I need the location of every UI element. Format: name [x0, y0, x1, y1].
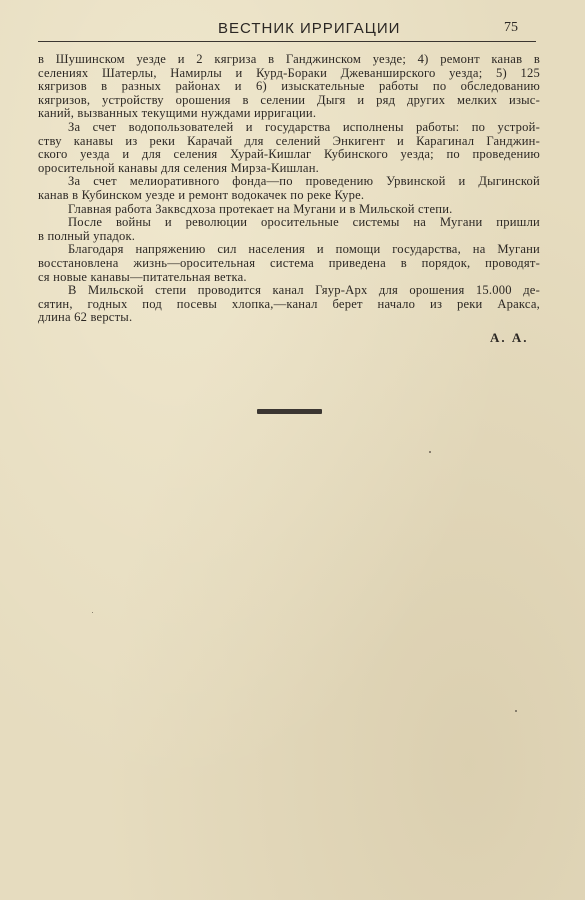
- text-line: За счет мелиоративного фонда—по проведению Урвинской и Дыгинской: [68, 174, 540, 189]
- article-body: [38, 53, 540, 325]
- page-number: 75: [504, 20, 518, 35]
- author-signature: А. А.: [490, 330, 529, 345]
- text-line: В Мильской степи проводится канал Гяур-Арх для орошения 15.000 де-: [68, 283, 540, 298]
- text-line: канав в Кубинском уезде и ремонт водокачек по реке Куре.: [38, 187, 365, 202]
- text-line: кягризов, устройству орошения в селении Дыгя и ряд других мелких изыс-: [38, 92, 540, 107]
- paragraph-3: [38, 175, 540, 202]
- text-line: ского уезда и для селения Хурай-Кишлаг Кубинского уезда; по проведению: [38, 147, 540, 162]
- text-line: ся новые канавы—питательная ветка.: [38, 269, 247, 284]
- text-line: Главная работа Заквсдхоза протекает на Мугани и в Мильской степи.: [68, 201, 453, 216]
- text-line: сятин, годных под посевы хлопка,—канал берет начало из реки Аракса,: [38, 296, 540, 311]
- text-line: ству канавы из реки Карачай для селений Энкигент и Карагинал Ганджин-: [38, 133, 540, 148]
- paragraph-5: [38, 216, 540, 243]
- text-line: каний, вызванных текущими нуждами ирригации.: [38, 106, 317, 121]
- paper-speck: [515, 710, 517, 712]
- paper-speck: [92, 612, 93, 613]
- paper-speck: [429, 451, 431, 453]
- text-line: После войны и революции оросительные системы на Мугани пришли: [68, 215, 540, 230]
- text-line: селениях Шатерлы, Намирлы и Курд-Бораки Джеванширского уезда; 5) 125: [38, 65, 540, 80]
- text-line: восстановлена жизнь—оросительная система приведена в порядок, проводят-: [38, 255, 540, 270]
- text-line: оросительной канавы для селения Мирза-Кишлан.: [38, 160, 319, 175]
- paragraph-1: [38, 53, 540, 121]
- paragraph-6: [38, 243, 540, 284]
- text-line: кягризов в разных районах и 6) изыскательные работы по обследованию: [38, 79, 540, 94]
- paragraph-7: [38, 284, 540, 325]
- text-line: длина 62 версты.: [38, 310, 133, 325]
- section-divider: [257, 409, 322, 414]
- journal-title: ВЕСТНИК ИРРИГАЦИИ: [218, 20, 401, 37]
- running-header: [38, 18, 536, 44]
- text-line: в Шушинском уезде и 2 кягриза в Ганджинском уезде; 4) ремонт канав в: [38, 52, 540, 66]
- header-rule: [38, 41, 536, 42]
- paragraph-4: [38, 203, 540, 217]
- text-line: Благодаря напряжению сил населения и помощи государства, на Мугани: [68, 242, 540, 257]
- text-line: в полный упадок.: [38, 228, 136, 243]
- text-line: За счет водопользователей и государства исполнены работы: по устрой-: [68, 119, 540, 134]
- paragraph-2: [38, 121, 540, 175]
